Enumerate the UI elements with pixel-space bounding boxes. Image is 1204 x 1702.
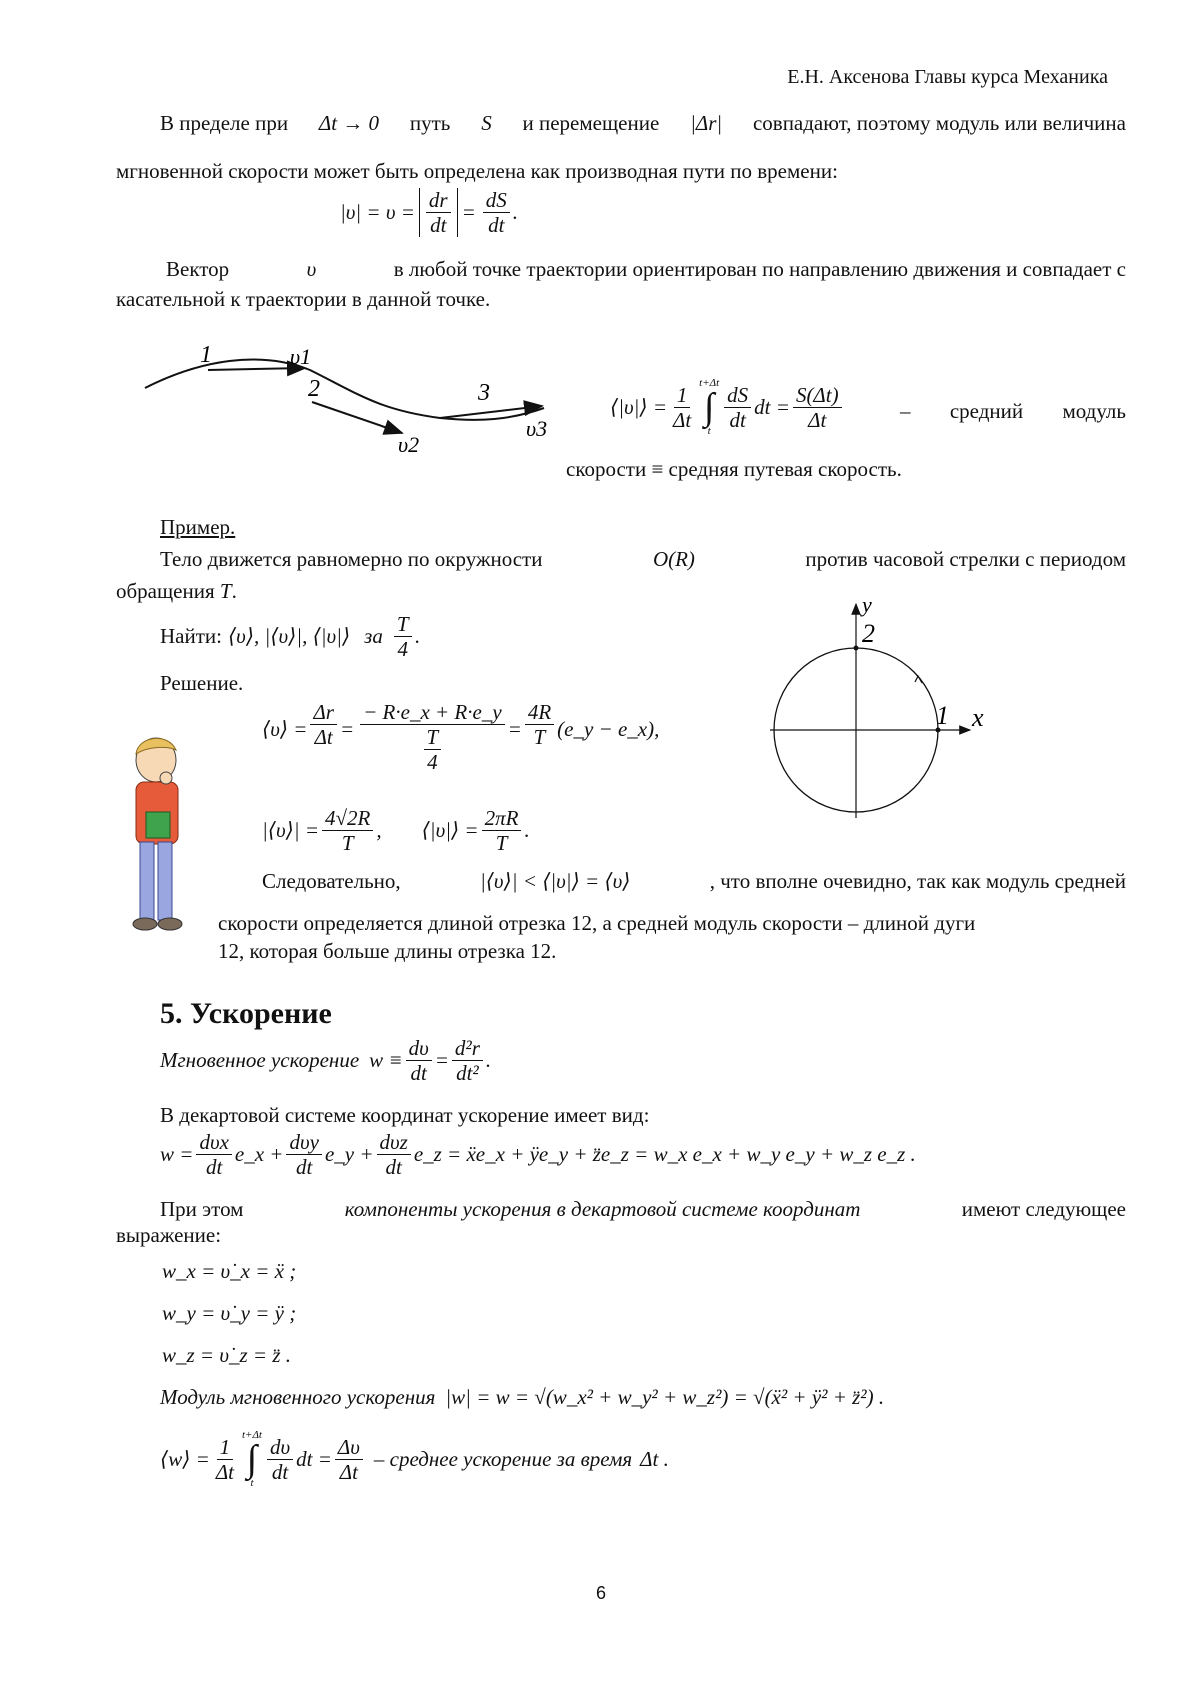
text: 12, которая больше длины отрезка 12.	[218, 939, 557, 963]
math: =	[434, 1047, 449, 1072]
math: d²r	[452, 1036, 483, 1061]
math: e_x +	[234, 1141, 284, 1166]
text: Пример.	[160, 515, 236, 539]
math: Δt	[673, 407, 692, 432]
math: ⟨υ⟩ =	[262, 717, 308, 741]
text: путь	[409, 111, 451, 135]
text: При этом	[160, 1197, 244, 1221]
math: dt	[385, 1155, 402, 1180]
circle-figure	[760, 596, 1000, 826]
text: Модуль мгновенного ускорения	[160, 1385, 436, 1409]
math: dt	[271, 1459, 289, 1484]
text: и перемещение	[522, 111, 660, 135]
math: − R·e_x + R·e_y	[360, 700, 505, 725]
math: dυy	[286, 1130, 321, 1155]
text: – среднее ускорение за время	[373, 1446, 633, 1471]
vector-label-3: υ3	[526, 416, 548, 441]
example-title	[160, 514, 235, 541]
math: t+Δt	[699, 377, 720, 389]
boy-book	[146, 812, 170, 838]
point-2-label: 2	[862, 619, 875, 648]
math: |υ| = υ =	[340, 199, 415, 224]
text: скорости ≡ средняя путевая скорость.	[566, 457, 902, 481]
component-wy	[162, 1300, 296, 1327]
math: S(Δt)	[793, 383, 842, 408]
components-line-2	[116, 1222, 221, 1249]
running-title: Е.Н. Аксенова Главы курса Механика	[787, 66, 1108, 88]
math: dυz	[377, 1130, 411, 1155]
math: dυx	[196, 1130, 231, 1155]
vector-label-1: υ1	[290, 344, 312, 369]
math: T	[341, 831, 354, 856]
trajectory-figure	[140, 340, 560, 460]
page-number	[596, 1582, 606, 1605]
text: Вектор	[166, 257, 230, 281]
text: выражение:	[116, 1223, 222, 1247]
vector-label-2: υ2	[398, 432, 420, 457]
conclusion-line-3	[218, 938, 556, 965]
text: компоненты ускорения в декартовой системе координат	[344, 1197, 861, 1221]
solution-label	[160, 670, 243, 697]
math: t+Δt	[242, 1429, 262, 1441]
math: w_z = υ̇_z = z̈ .	[162, 1343, 292, 1367]
math: dυ	[267, 1435, 293, 1460]
running-header	[787, 64, 1108, 90]
component-wz	[162, 1342, 291, 1369]
paragraph-1-line-1	[160, 110, 1126, 137]
conclusion-line-1	[262, 868, 1126, 895]
point-label-3: 3	[478, 380, 490, 406]
component-wx	[162, 1258, 296, 1285]
math: dr	[426, 188, 451, 213]
conclusion-line-2	[218, 910, 975, 937]
boy-shoe-left	[133, 918, 157, 930]
text: совпадают, поэтому модуль или величина	[752, 111, 1126, 135]
math: 1	[674, 383, 691, 408]
math: dt	[296, 1155, 313, 1180]
math: ⟨|υ|⟩ =	[421, 817, 479, 842]
math: Δt	[339, 1459, 358, 1484]
text: –	[900, 399, 911, 423]
math: dt	[729, 407, 746, 432]
text: Следовательно,	[262, 869, 401, 893]
math: Δt	[808, 407, 827, 432]
text: обращения	[116, 579, 215, 603]
math: T	[219, 579, 232, 603]
math: .	[485, 1047, 492, 1072]
text: Найти:	[160, 623, 222, 648]
math: dt =	[296, 1446, 332, 1471]
text: В пределе при	[160, 111, 289, 135]
math: Δυ	[335, 1435, 363, 1460]
example-line-1	[160, 546, 1126, 573]
instant-acceleration	[160, 1036, 491, 1085]
math: 2πR	[482, 806, 522, 831]
math: ⟨|υ|⟩ =	[610, 394, 667, 419]
math: w ≡	[369, 1047, 403, 1072]
math: T	[394, 612, 412, 637]
solution-formula-1: ⟨υ⟩ = $\frac{\Delta r}{\Delta t}$ = $\frac{- R\cdot e\_x + R\cdot e\_y}{\frac{T}{4}}$ = $\frac{4R}{T}$ (e_y − e_x),	[262, 700, 660, 775]
boy-leg-right	[158, 842, 172, 920]
text: 6	[596, 1583, 607, 1603]
section-heading	[160, 994, 332, 1033]
math: =	[507, 717, 522, 741]
text: Мгновенное ускорение	[160, 1047, 360, 1072]
point-1-label: 1	[936, 701, 949, 730]
boy-hand	[160, 772, 172, 784]
math: υ	[306, 257, 317, 281]
point-2-dot	[854, 646, 859, 651]
math: |w| = w = √(w_x² + w_y² + w_z²) = √(ẍ² + ÿ² + z̈²) .	[445, 1385, 885, 1409]
x-axis-label: x	[972, 703, 984, 732]
boy-shoe-right	[158, 918, 182, 930]
text: 5. Ускорение	[160, 997, 332, 1030]
math: w_x = υ̇_x = ẍ ;	[162, 1259, 297, 1283]
average-speed-line-2	[566, 456, 902, 483]
paragraph-1-line-2	[116, 158, 838, 185]
math: dt²	[456, 1061, 479, 1086]
paragraph-2-line-2	[116, 286, 490, 313]
math: Δr	[310, 700, 337, 725]
text: В декартовой системе координат ускорение имеет вид:	[160, 1103, 650, 1127]
math: ⟨w⟩ =	[160, 1446, 210, 1471]
math: e_z = ẍe_x + ÿe_y + z̈e_z = w_x e_x + w_y e_y + w_z e_z .	[413, 1141, 916, 1166]
text: в любой точке траектории ориентирован по направлению движения и совпадает с	[393, 257, 1126, 281]
math: .	[524, 817, 530, 842]
math: 4	[397, 637, 408, 662]
math: S	[481, 111, 492, 135]
math: 4√2R	[322, 806, 373, 831]
math: 4R	[525, 700, 554, 725]
math: w_y = υ̇_y = ÿ ;	[162, 1301, 297, 1325]
average-acceleration: ⟨w⟩ = $\frac{1}{\Delta t}$ t+Δt ∫ t $\frac{d\upsilon}{dt}$ dt = $\frac{\Delta\upsilon}{\Delta t}$ – среднее ускорение за время Δt .	[160, 1429, 669, 1490]
average-speed-text	[900, 398, 1126, 425]
boy-illustration	[118, 732, 200, 942]
text: Решение.	[160, 671, 244, 695]
text: мгновенной скорости может быть определена как производная пути по времени:	[116, 159, 838, 183]
math: dt	[430, 213, 447, 238]
math: dυ	[406, 1036, 432, 1061]
cartesian-formula	[160, 1130, 916, 1179]
text: .	[231, 579, 237, 603]
text: против часовой стрелки с периодом	[805, 547, 1126, 571]
math: e_y +	[324, 1141, 374, 1166]
example-find	[160, 612, 420, 661]
boy-leg-left	[140, 842, 154, 920]
text: за	[364, 623, 383, 648]
speed-definition-formula	[340, 188, 518, 237]
text: средний	[949, 399, 1024, 423]
math: Δt	[314, 725, 333, 750]
cartesian-text	[160, 1102, 649, 1129]
math: T	[495, 831, 508, 856]
math: 1	[217, 1435, 234, 1460]
text: скорости определяется длиной отрезка 12, а средней модуль скорости – длиной дуги	[218, 911, 976, 935]
paragraph-2-line-1	[166, 256, 1126, 283]
math: O(R)	[652, 547, 695, 571]
point-label-2: 2	[308, 376, 320, 402]
text: Тело движется равномерно по окружности	[160, 547, 543, 571]
text: касательной к траектории в данной точке.	[116, 287, 491, 311]
math: dt =	[754, 394, 790, 419]
example-line-2	[116, 578, 237, 605]
text: , что вполне очевидно, так как модуль средней	[709, 869, 1126, 893]
math: dt	[410, 1061, 427, 1086]
math: (e_y − e_x),	[557, 717, 660, 741]
math: |⟨υ⟩| < ⟨|υ|⟩ = ⟨υ⟩	[479, 869, 631, 893]
y-axis-label: y	[862, 596, 872, 617]
math: dt	[488, 213, 505, 238]
math: T	[424, 725, 442, 750]
math: t	[707, 425, 711, 438]
math: dt	[206, 1155, 223, 1180]
acceleration-modulus	[160, 1384, 884, 1411]
text: .	[414, 623, 420, 648]
text: модуль	[1062, 399, 1126, 423]
math: Δt	[215, 1459, 234, 1484]
math: w =	[160, 1141, 194, 1166]
math: =	[461, 199, 476, 224]
solution-formula-2	[262, 806, 530, 855]
components-line-1	[160, 1196, 1126, 1223]
math: 4	[427, 750, 438, 775]
point-label-1: 1	[200, 342, 212, 368]
text: имеют следующее	[961, 1197, 1126, 1221]
math: T	[533, 725, 546, 750]
math: ,	[376, 817, 382, 842]
math: dS	[724, 383, 751, 408]
math: .	[512, 199, 519, 224]
math: Δt → 0	[318, 111, 380, 135]
math: Δt .	[640, 1446, 669, 1471]
math: |⟨υ⟩| =	[262, 817, 319, 842]
math: dS	[483, 188, 510, 213]
average-speed-formula: ⟨|υ|⟩ = $\frac{1}{\Delta t}$ t+Δt ∫ t $\frac{dS}{dt}$ dt = $\frac{S(\Delta t)}{\Delta t}$	[610, 376, 845, 439]
math: |Δr|	[690, 111, 723, 135]
math: ⟨υ⟩, |⟨υ⟩|, ⟨|υ|⟩	[227, 623, 351, 648]
math: t	[250, 1477, 254, 1490]
